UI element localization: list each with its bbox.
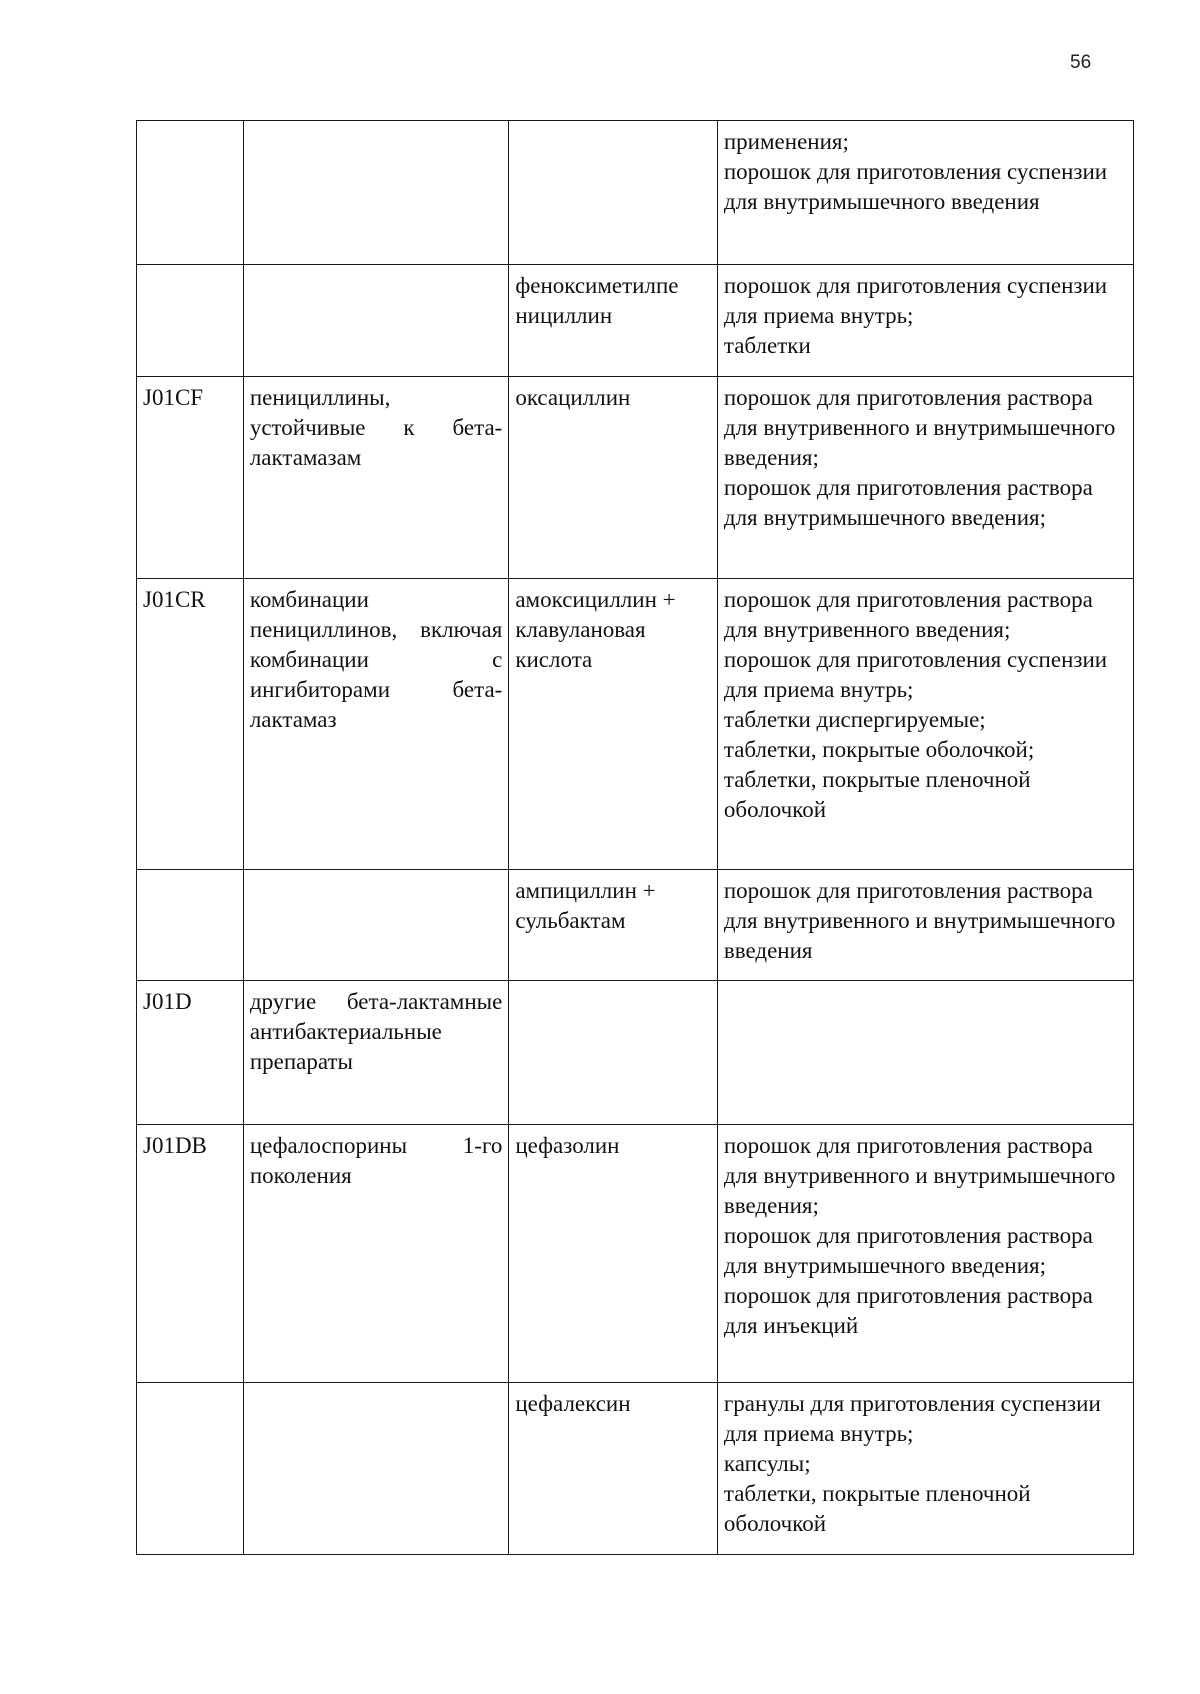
drug-name-cell: феноксиметилпе нициллин <box>509 265 718 377</box>
drug-table <box>136 120 1134 1555</box>
dosage-form-cell: применения; порошок для приготовления суспензии для внутримышечного введения <box>717 121 1133 265</box>
dosage-form-cell: порошок для приготовления раствора для внутривенного введения; порошок для приготовления суспензии для приема внутрь; таблетки диспергируемые; таблетки, покрытые оболочкой; таблетки, покрытые пленочной оболочкой <box>717 579 1133 870</box>
atc-code-cell <box>137 121 244 265</box>
group-name-cell <box>243 265 509 377</box>
group-name-cell <box>243 870 509 981</box>
drug-name-cell: цефазолин <box>509 1125 718 1383</box>
atc-code-cell: J01CR <box>137 579 244 870</box>
atc-code-cell <box>137 265 244 377</box>
atc-code-cell <box>137 870 244 981</box>
drug-name-cell: цефалексин <box>509 1383 718 1555</box>
dosage-form-cell: порошок для приготовления раствора для внутривенного и внутримышечного введения; порошок для приготовления раствора для внутримышечного введения; порошок для приготовления раствора для инъекций <box>717 1125 1133 1383</box>
atc-code-cell: J01D <box>137 981 244 1125</box>
table-row <box>137 870 1134 981</box>
drug-name-cell: оксациллин <box>509 377 718 579</box>
group-name-cell: другие бета-лактамные антибактериальные препараты <box>243 981 509 1125</box>
group-name-cell <box>243 1383 509 1555</box>
table-row <box>137 579 1134 870</box>
dosage-form-cell: порошок для приготовления раствора для внутривенного и внутримышечного введения <box>717 870 1133 981</box>
table-row <box>137 377 1134 579</box>
table-row <box>137 981 1134 1125</box>
dosage-form-cell: порошок для приготовления суспензии для приема внутрь; таблетки <box>717 265 1133 377</box>
drug-name-cell: ампициллин + сульбактам <box>509 870 718 981</box>
drug-name-cell: амоксициллин + клавулановая кислота <box>509 579 718 870</box>
group-name-cell: пенициллины, устойчивые к бета-лактамазам <box>243 377 509 579</box>
table-row <box>137 1383 1134 1555</box>
page-number: 56 <box>1070 52 1092 73</box>
dosage-form-cell: гранулы для приготовления суспензии для приема внутрь; капсулы; таблетки, покрытые пленочной оболочкой <box>717 1383 1133 1555</box>
drug-name-cell <box>509 981 718 1125</box>
atc-code-cell: J01CF <box>137 377 244 579</box>
drug-name-cell <box>509 121 718 265</box>
dosage-form-cell: порошок для приготовления раствора для внутривенного и внутримышечного введения; порошок для приготовления раствора для внутримышечного введения; <box>717 377 1133 579</box>
table-row <box>137 121 1134 265</box>
atc-code-cell <box>137 1383 244 1555</box>
table-row <box>137 1125 1134 1383</box>
dosage-form-cell <box>717 981 1133 1125</box>
group-name-cell: комбинации пенициллинов, включая комбинации с ингибиторами бета-лактамаз <box>243 579 509 870</box>
atc-code-cell: J01DB <box>137 1125 244 1383</box>
group-name-cell <box>243 121 509 265</box>
table-row <box>137 265 1134 377</box>
group-name-cell: цефалоспорины 1-го поколения <box>243 1125 509 1383</box>
